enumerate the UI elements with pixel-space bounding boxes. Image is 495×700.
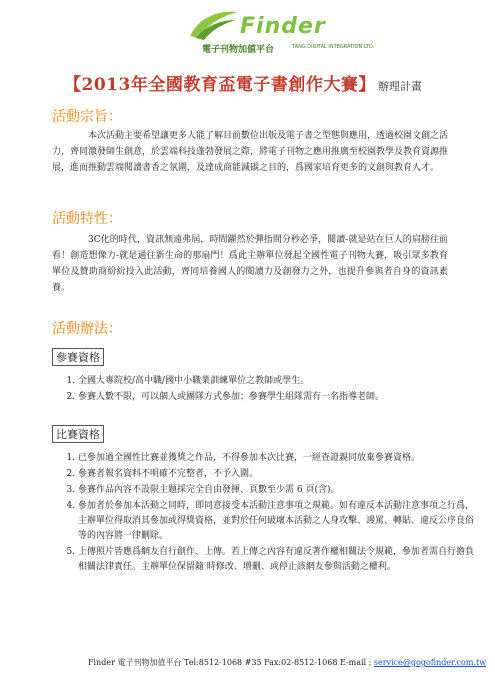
list-item: 5. 上傳照片皆應爲網友自行創作、上傳。若上傳之內容有違反著作權相關法令規範，參加者需自行擔負相關法律責任。主辦單位保留隨 時修改、增刪、或停止該網友參與活動之權利。	[78, 545, 474, 575]
method-heading: 活動辦法：	[52, 321, 122, 337]
finder-logo	[196, 8, 375, 58]
list-item: 1. 全國大專院校/高中職/國中小職業訓練單位之教師或學生。	[78, 374, 474, 389]
footer-email-link[interactable]: service@gogofinder.com.tw	[373, 658, 487, 667]
title-suffix: 辦理計畫	[377, 80, 422, 93]
title-main: 【2013年全國教育盃電子書創作大賽】	[64, 75, 376, 95]
page-title	[64, 70, 422, 95]
purpose-paragraph	[52, 128, 448, 176]
list-item: 2. 參賽人數不限，可以個人或團隊方式參加；參賽學生組隊需有一名指導老師。	[78, 390, 474, 405]
eligibility-label: 參賽資格	[52, 348, 104, 366]
finder-swoosh-icon	[186, 8, 240, 42]
logo-en-text: TANG DIGITAL INTEGRATION LTD.	[292, 44, 375, 50]
features-paragraph	[52, 232, 448, 296]
purpose-heading: 活動宗旨：	[52, 109, 122, 125]
footer-contact-text: Finder 電子刊物加值平台 Tel:8512-1068 #35 Fax:02-8512-1068 E-mail :	[88, 658, 374, 667]
features-text: 3C化的時代，資訊無遠弗屆，時間躍然於彈指間分秒必爭，閱讀-就是站在巨人的肩膀往前看！創造想像力-就是通往新生命的那扇門！爲此主辦單位發起全國性電子刊物大賽，吸引眾多教育單位及贊助商紛紛投入此活動，齊同培養國人的閱讀力及創發力之外，也提升參與者自身的資訊素養。	[52, 235, 448, 293]
logo-cn-text: 電子刊物加値平台	[202, 45, 275, 55]
list-item: 1. 已參加過全國性比賽並獲獎之作品，不得參加本次比賽，一經查證親同放棄參賽資格。	[78, 451, 474, 466]
eligibility-list	[52, 374, 474, 406]
features-heading: 活動特性：	[52, 211, 122, 227]
list-item: 2. 參賽者報名資料不明確不完整者，不予入圍。	[78, 467, 474, 482]
list-item: 4. 參加者於參加本活動之同時，即同意接受本活動注意事項之規範。如有違反本活動注意事項之行爲，主辦單位得取消其參加或得獎資格，並對於任何破壞本活動之人身攻擊、謾罵、轉貼、違反公序良俗等的內容將一律刪除。	[78, 499, 474, 544]
rules-label: 比賽資格	[52, 425, 104, 443]
purpose-text: 本次活動主要希望讓更多人能了解目前數位出版及電子書之型態與應用，透過校園文創之活力，齊同激發師生創意，於雲端科技蓬勃發展之際，將電子刊物之應用推廣至校園教學及教育資源推展，進而推動雲端閱讀書香之氛圍，及達成商能減碳之目的，爲國家培育更多的文創與教育人才。	[52, 131, 449, 173]
list-item: 3. 參賽作品內容不設限主題採完全自由發揮、頁數至少需 6 頁(含)。	[78, 483, 474, 498]
footer	[88, 657, 486, 668]
rules-list	[52, 451, 474, 576]
logo-brand-text: Finder	[240, 14, 326, 39]
